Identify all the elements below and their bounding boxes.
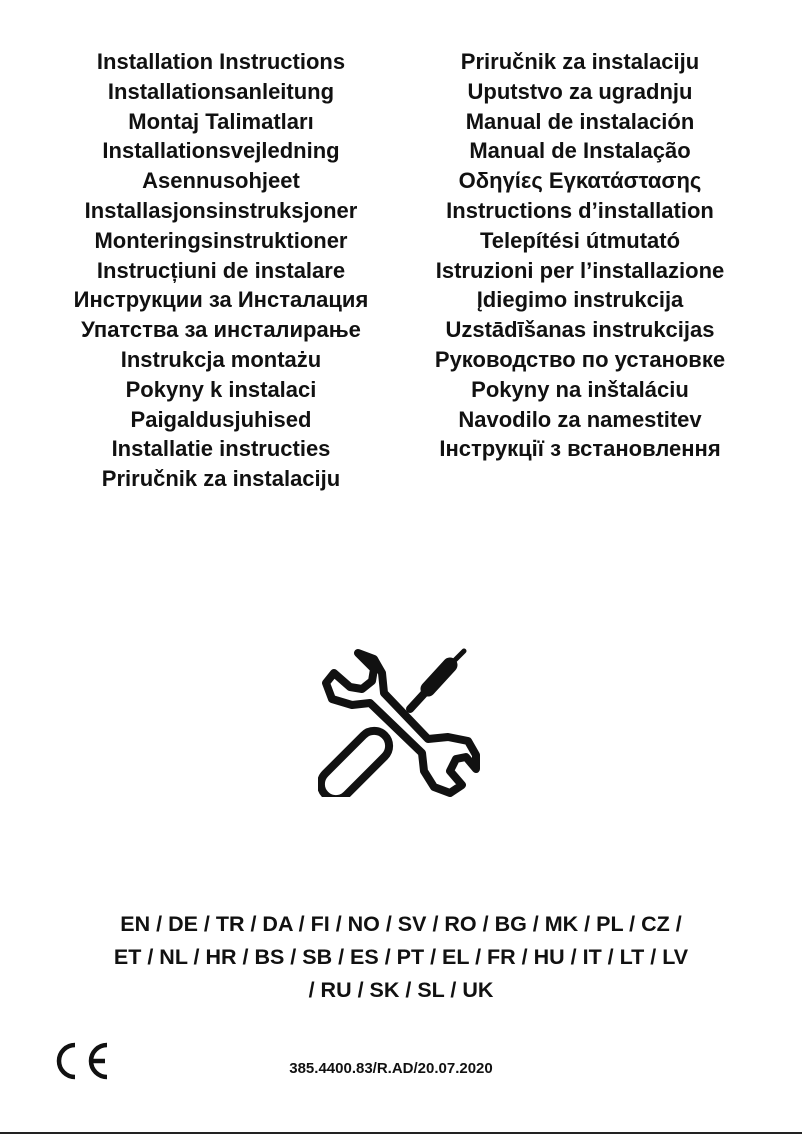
title-line: Інструкції з встановлення <box>439 436 721 462</box>
title-line: Installationsanleitung <box>107 78 335 104</box>
title-line: Instructions d’installation <box>446 197 714 223</box>
title-line: Installation Instructions <box>96 49 346 74</box>
title-list-right <box>400 47 760 464</box>
title-line: Įdiegimo instrukcija <box>476 287 684 313</box>
divider <box>0 1132 802 1134</box>
title-line: Uputstvo za ugradnju <box>467 78 693 104</box>
language-codes <box>60 908 742 1007</box>
title-line: Instrucțiuni de instalare <box>96 257 346 283</box>
title-line: Manual de instalación <box>465 108 695 134</box>
title-list-left <box>40 47 402 494</box>
title-line: Installationsvejledning <box>102 138 340 164</box>
title-line: Telepítési útmutató <box>479 227 681 253</box>
title-line: Navodilo za namestitev <box>458 406 702 432</box>
title-line: Manual de Instalação <box>469 138 691 164</box>
language-codes-line: / RU / SK / SL / UK <box>308 978 494 1002</box>
title-line: Pokyny na inštaláciu <box>471 376 689 402</box>
title-line: Упатства за инсталирање <box>81 317 361 343</box>
language-codes-line: ET / NL / HR / BS / SB / ES / PT / EL / FR / HU / IT / LT / LV <box>113 945 689 969</box>
title-line: Uzstādīšanas instrukcijas <box>445 317 715 343</box>
title-line: Istruzioni per l’installazione <box>435 257 725 283</box>
title-line: Installasjonsinstruksjoner <box>84 197 358 223</box>
title-line: Installatie instructies <box>111 436 331 462</box>
title-line: Pokyny k instalaci <box>125 376 317 402</box>
language-codes-line: EN / DE / TR / DA / FI / NO / SV / RO / BG / MK / PL / CZ / <box>120 912 682 936</box>
title-line: Priručnik za instalaciju <box>460 49 700 74</box>
wrench-icon <box>326 653 476 793</box>
title-line: Priručnik za instalaciju <box>101 466 341 492</box>
title-line: Asennusohjeet <box>142 168 300 194</box>
title-line: Paigaldusjuhised <box>130 406 312 432</box>
title-line: Οδηγίες Εγκατάστασης <box>458 168 702 194</box>
title-line: Руководство по установке <box>434 346 726 372</box>
title-line: Инструкции за Инсталация <box>73 287 369 313</box>
wrench-and-screwdriver-icon <box>318 645 480 797</box>
ce-mark-logo <box>53 1041 111 1081</box>
document-reference: 385.4400.83/R.AD/20.07.2020 <box>289 1060 493 1077</box>
title-line: Montaj Talimatları <box>128 108 314 134</box>
title-line: Instrukcja montażu <box>120 346 322 372</box>
title-line: Monteringsinstruktioner <box>94 227 348 253</box>
